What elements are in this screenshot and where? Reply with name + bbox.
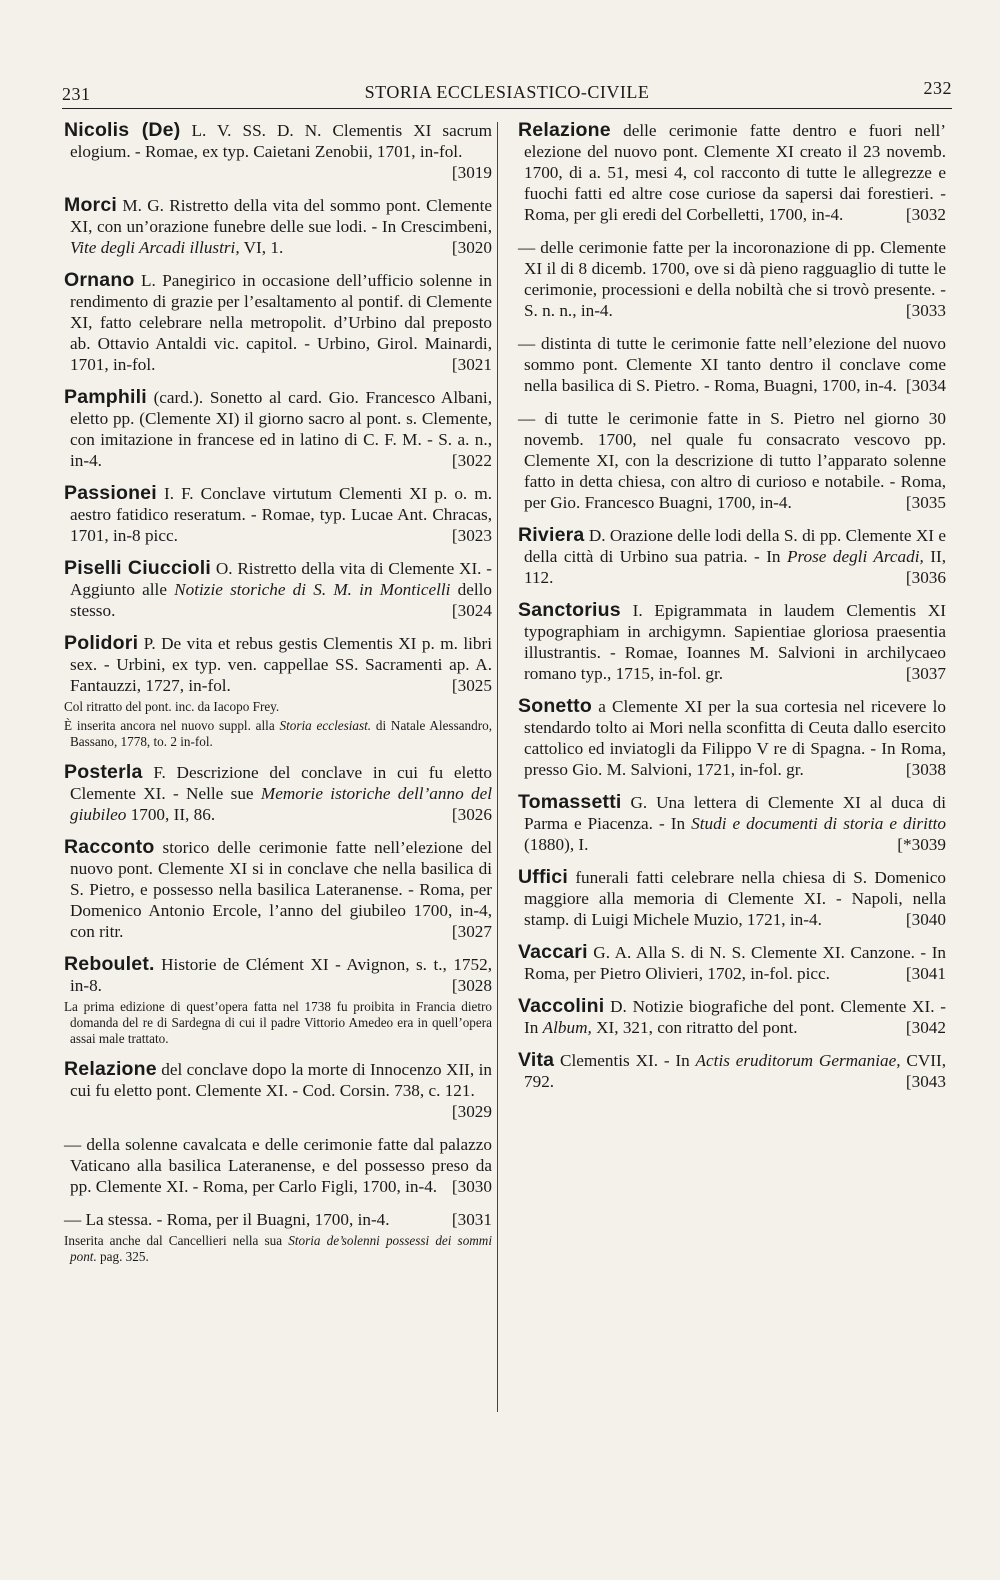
entry-number: [3035 [905, 493, 946, 512]
bibliography-entry [518, 996, 946, 1038]
bibliography-entry [518, 1050, 946, 1092]
entry-note [64, 699, 492, 715]
bibliography-entry [518, 237, 946, 321]
right-column [518, 120, 946, 1104]
bibliography-entry [64, 120, 492, 183]
entry-number: [3038 [905, 760, 946, 779]
entry-text: a Clemente XI per la sua cortesia nel ricevere lo stendardo tolto ai Mori nella sconfitta di Ceuta dallo esercito cattolico ed inviatogli da Filippo V re di Spagna. - In Roma, presso Gio. M. Salvioni, 1721, in-fol. gr. [524, 697, 947, 779]
note-text: Col ritratto del pont. inc. da Iacopo Frey. [64, 699, 280, 714]
entry-headword: Vita [518, 1049, 555, 1071]
entry-text: Historie de Clément XI - Avignon, s. t., 1752, in-8. [70, 955, 493, 995]
entry-headword: Uffici [518, 866, 568, 888]
bibliography-entry [64, 762, 492, 825]
entry-headword: Reboulet. [64, 953, 155, 975]
entry-number: [3025 [451, 676, 492, 695]
bibliography-entry [518, 696, 946, 780]
entry-headword: Racconto [64, 836, 155, 858]
note-italic: Storia ecclesiast. [279, 718, 372, 733]
entry-number: [3026 [451, 805, 492, 824]
entry-text: I. F. Conclave virtutum Clementi XI p. o. m. aestro fatidico reseratum. - Romae, typ. Lucae Ant. Chracas, 1701, in-8 picc. [70, 484, 492, 545]
note-text-after: pag. 325. [100, 1249, 149, 1264]
entry-number: [3033 [905, 301, 946, 320]
entry-headword: Sanctorius [518, 599, 621, 621]
entry-headword: Passionei [64, 482, 157, 504]
entry-italic-title: Vite degli Arcadi illustri, [70, 238, 240, 257]
note-text-after: di Natale Alessandro, Bassano, 1778, to. 2 in-fol. [70, 718, 493, 749]
entry-number: [3031 [451, 1210, 492, 1229]
entry-text: — La stessa. - Roma, per il Buagni, 1700, in-4. [64, 1210, 390, 1229]
entry-number: [3019 [451, 163, 492, 182]
entry-number: [3020 [451, 238, 492, 257]
running-title: STORIA ECCLESIASTICO-CIVILE [364, 82, 650, 102]
entry-text: I. Epigrammata in laudem Clementis XI typographiam in archigymn. Sapientiae gloriosa praesentia illustrantis. - Romae, Ioannes M. Salvioni in archilycaeo romano typ., 1715, in-fol. gr. [524, 601, 947, 683]
entry-text: — di tutte le cerimonie fatte in S. Pietro nel giorno 30 novemb. 1700, nel quale fu consacrato vescovo pp. Clemente XI, con la descrizione di tutto l’apparato solenne fatto in detta chiesa, con altro di curioso e notabile. - Roma, per Gio. Francesco Buagni, 1700, in-4. [518, 409, 946, 512]
left-column [64, 120, 492, 1277]
entry-text: F. Descrizione del conclave in cui fu eletto Clemente XI. - Nelle sue [70, 763, 492, 803]
entry-italic-title: Actis eruditorum Germaniae, [695, 1051, 901, 1070]
entry-headword: Morci [64, 194, 118, 216]
bibliography-entry [518, 600, 946, 684]
bibliography-entry [518, 942, 946, 984]
entry-headword: Polidori [64, 632, 139, 654]
entry-text: L. Panegirico in occasione dell’ufficio solenne in rendimento di grazie per l’esaltamento al pontif. di Clemente XI, fatto celebrare nella metropolit. d’Urbino dal preposto ab. Ottavio Antaldi vic. capitol. - Urbino, Girol. Mainardi, 1701, in-fol. [70, 271, 493, 374]
entry-headword: Vaccari [518, 941, 588, 963]
entry-text: G. Una lettera di Clemente XI al duca di Parma e Piacenza. - In [524, 793, 946, 833]
note-italic: Storia de’solenni possessi dei sommi pont. [70, 1233, 492, 1264]
entry-note [64, 718, 493, 750]
bibliography-entry [64, 837, 492, 942]
entry-text: P. De vita et rebus gestis Clementis XI p. m. libri sex. - Urbini, ex typ. ven. cappellae SS. Sacramenti ap. A. Fantauzzi, 1727, in-fol. [70, 634, 492, 695]
entry-number: [3043 [905, 1072, 946, 1091]
bibliography-entry [518, 867, 946, 930]
entry-number: [3041 [905, 964, 946, 983]
entry-text: D. Notizie biografiche del pont. Clemente XI. - In [524, 997, 946, 1037]
note-text: È inserita ancora nel nuovo suppl. alla [64, 718, 275, 733]
page-number-left: 231 [62, 84, 91, 104]
bibliography-entry [518, 792, 946, 855]
entry-text-after: CVII, 792. [524, 1051, 946, 1091]
bibliography-entry [64, 483, 492, 546]
running-head [62, 78, 952, 109]
bibliography-entry [518, 408, 946, 513]
entry-number: [3027 [451, 922, 492, 941]
bibliography-entry [518, 525, 946, 588]
entry-italic-title: Prose degli Arcadi, [786, 547, 924, 566]
entry-text-after: II, 112. [524, 547, 947, 587]
entry-text-after: VI, 1. [243, 238, 284, 257]
entry-number: [3036 [905, 568, 946, 587]
entry-number: [3021 [451, 355, 492, 374]
bibliography-entry [64, 633, 492, 750]
entry-note [64, 1233, 492, 1265]
entry-text: L. V. SS. D. N. Clementis XI sacrum elogium. - Romae, ex typ. Caietani Zenobii, 1701, in-fol. [70, 121, 493, 161]
entry-number: [3023 [451, 526, 492, 545]
entry-headword: Riviera [518, 524, 585, 546]
entry-text: G. A. Alla S. di N. S. Clemente XI. Canzone. - In Roma, per Pietro Olivieri, 1702, in-fol. picc. [524, 943, 947, 983]
entry-text: delle cerimonie fatte dentro e fuori nell’ elezione del nuovo pont. Clemente XI creato il 23 novemb. 1700, di a. 51, mesi 4, col racconto di tutte le allegrezze e fuochi fatti ed altre cose curiose da sapersi dai forestieri. - Roma, per gli eredi del Corbelletti, 1700, in-4. [524, 121, 946, 224]
entry-number: [3037 [905, 664, 946, 683]
entry-text: — della solenne cavalcata e delle cerimonie fatte dal palazzo Vaticano alla basilica Lateranense, e del possesso preso da pp. Clemente XI. - Roma, per Carlo Figli, 1700, in-4. [64, 1135, 492, 1196]
column-divider [497, 122, 498, 1412]
page-number-right: 232 [923, 78, 952, 98]
entry-number: [3030 [451, 1177, 492, 1196]
entry-number: [3032 [905, 205, 946, 224]
bibliography-entry [518, 120, 946, 225]
bibliography-entry [64, 558, 492, 621]
entry-headword: Sonetto [518, 695, 592, 717]
entry-text: M. G. Ristretto della vita del sommo pont. Clemente XI, con un’orazione funebre delle sue lodi. - In Crescimbeni, [70, 196, 493, 236]
entry-text-after: XI, 321, con ritratto del pont. [596, 1018, 798, 1037]
bibliography-entry [64, 1059, 492, 1122]
entry-text-after: 1700, II, 86. [130, 805, 216, 824]
entry-note [64, 999, 492, 1047]
entry-headword: Nicolis (De) [64, 119, 181, 141]
entry-number: [3028 [451, 976, 492, 995]
entry-headword: Relazione [64, 1058, 157, 1080]
bibliography-entry [518, 333, 946, 396]
entry-number: [3040 [905, 910, 946, 929]
entry-text: funerali fatti celebrare nella chiesa di S. Domenico maggiore alla memoria di Clemente XI. - Napoli, nella stamp. di Luigi Michele Muzio, 1721, in-4. [524, 868, 947, 929]
bibliography-entry [64, 1134, 492, 1197]
entry-italic-title: Album, [542, 1018, 592, 1037]
entry-text: storico delle cerimonie fatte nell’elezione del nuovo pont. Clemente XI si in conclave che nella basilica di S. Pietro, e possesso nella basilica Lateranense. - Roma, per Domenico Antonio Ercole, l’anno del giubileo 1700, in-4, con ritr. [70, 838, 492, 941]
entry-number: [3034 [905, 376, 946, 395]
entry-italic-title: Studi e documenti di storia e diritto [691, 814, 946, 833]
entry-number: [3042 [905, 1018, 946, 1037]
entry-text: — delle cerimonie fatte per la incoronazione di pp. Clemente XI il di 8 dicemb. 1700, ove si dà pieno ragguaglio di tutte le cerimonie, processioni e della nobiltà che si trovò presente. - S. n. n., in-4. [518, 238, 946, 320]
bibliography-entry [64, 954, 492, 1047]
bibliography-entry [64, 195, 492, 258]
entry-italic-title: Memorie istoriche dell’anno del giubileo [70, 784, 493, 824]
entry-text-after: dello stesso. [70, 580, 492, 620]
entry-headword: Tomassetti [518, 791, 622, 813]
entry-text: Clementis XI. - In [560, 1051, 690, 1070]
entry-number: [3029 [451, 1102, 492, 1121]
entry-headword: Pamphili [64, 386, 147, 408]
bibliography-entry [64, 1209, 492, 1265]
entry-number: [3022 [451, 451, 492, 470]
entry-text: O. Ristretto della vita di Clemente XI. - Aggiunto alle [70, 559, 493, 599]
bibliography-entry [64, 387, 492, 471]
entry-headword: Relazione [518, 119, 611, 141]
entry-text: (card.). Sonetto al card. Gio. Francesco Albani, eletto pp. (Clemente XI) il giorno sacro al pont. s. Clemente, con imitazione in francese ed in latino di C. F. M. - S. a. n., in-4. [70, 388, 493, 470]
entry-headword: Posterla [64, 761, 143, 783]
entry-text: — distinta di tutte le cerimonie fatte nell’elezione del nuovo sommo pont. Clemente XI tanto dentro il conclave come nella basilica di S. Pietro. - Roma, Buagni, 1700, in-4. [518, 334, 946, 395]
note-text: Inserita anche dal Cancellieri nella sua [64, 1233, 283, 1248]
entry-headword: Ornano [64, 269, 135, 291]
entry-italic-title: Notizie storiche di S. M. in Monticelli [174, 580, 451, 599]
entry-number: [*3039 [897, 835, 946, 854]
bibliography-entry [64, 270, 492, 375]
note-text: La prima edizione di quest’opera fatta nel 1738 fu proibita in Francia dietro domanda del re di Sardegna di cui il padre Vittorio Amedeo era in quell’opera assai male trattato. [64, 999, 492, 1046]
entry-text: D. Orazione delle lodi della S. di pp. Clemente XI e della città di Urbino sua patria. - In [524, 526, 947, 566]
entry-text-after: (1880), I. [524, 835, 589, 854]
entry-headword: Piselli Ciuccioli [64, 557, 211, 579]
entry-text: del conclave dopo la morte di Innocenzo XII, in cui fu eletto pont. Clemente XI. - Cod. Corsin. 738, c. 121. [70, 1060, 492, 1100]
entry-headword: Vaccolini [518, 995, 605, 1017]
entry-number: [3024 [451, 601, 492, 620]
